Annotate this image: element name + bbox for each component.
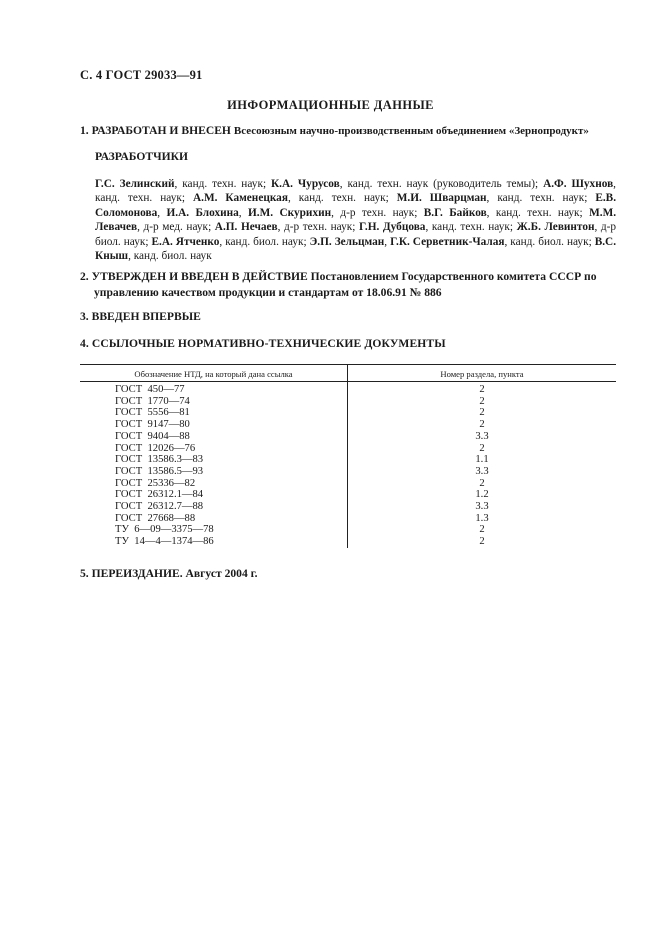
table-row bbox=[80, 431, 616, 443]
section-cell: 2 bbox=[479, 524, 485, 536]
developer-entry: А.Ф. Шухнов, канд. техн. наук bbox=[95, 178, 616, 205]
section-cell: 2 bbox=[479, 407, 485, 419]
developer-entry: М.М. Левачев, д-р мед. наук bbox=[95, 206, 617, 234]
section-cell: 2 bbox=[479, 477, 485, 489]
developer-name: А.Ф. Шухнов bbox=[543, 178, 614, 190]
item-introduced: 3. ВВЕДЕН ВПЕРВЫЕ bbox=[80, 310, 201, 323]
developer-degree: канд. биол. наук bbox=[133, 250, 212, 263]
developer-name: И.А. Блохина bbox=[166, 206, 239, 219]
developer-entry: И.М. Скурихин, д-р техн. наук bbox=[248, 206, 415, 219]
developer-degree: канд. биол. наук bbox=[225, 235, 304, 248]
document-cell: ТУ 14—4—1374—86 bbox=[80, 536, 348, 548]
developer-entry: Е.А. Ятченко, канд. биол. наук bbox=[151, 235, 304, 248]
document-cell: ГОСТ 12026—76 bbox=[80, 443, 348, 455]
section-cell: 2 bbox=[479, 395, 485, 407]
document-cell: ГОСТ 26312.1—84 bbox=[80, 489, 348, 501]
section-cell: 2 bbox=[479, 384, 485, 395]
developer-name: Г.С. Зелинский bbox=[95, 178, 175, 190]
item-approved: 2. УТВЕРЖДЕН И ВВЕДЕН В ДЕЙСТВИЕ Постановлением Государственного комитета СССР по управлению качеством продукции и стандартам от 18.06.91 № 886 bbox=[80, 270, 597, 299]
table-row bbox=[80, 443, 616, 455]
section-cell: 2 bbox=[479, 536, 485, 548]
developer-entry: В.С. Кныш, канд. биол. наук bbox=[95, 235, 617, 263]
developer-degree: канд. техн. наук bbox=[95, 192, 182, 205]
developer-name: М.И. Шварцман bbox=[396, 192, 487, 205]
developer-degree: д-р техн. наук bbox=[284, 221, 353, 234]
table-row bbox=[80, 407, 616, 419]
table-row bbox=[80, 419, 616, 431]
developer-entry: К.А. Чурусов, канд. техн. наук (руководитель темы) bbox=[270, 178, 536, 190]
item-text: Всесоюзным научно-производственным объединением «Зернопродукт» bbox=[233, 125, 589, 137]
developer-name: Е.А. Ятченко bbox=[151, 235, 220, 248]
table-row bbox=[80, 513, 616, 525]
developer-degree: канд. техн. наук bbox=[495, 206, 580, 219]
table-header-row bbox=[80, 365, 616, 382]
table-row bbox=[80, 478, 616, 490]
developer-name: В.С. Кныш bbox=[95, 235, 617, 263]
developer-entry: Г.Н. Дубцова, канд. техн. наук bbox=[358, 221, 510, 234]
developer-name: М.М. Левачев bbox=[95, 206, 617, 234]
reference-docs-table bbox=[80, 364, 616, 548]
developer-name: А.П. Нечаев bbox=[214, 221, 278, 234]
developer-degree: д-р техн. наук bbox=[340, 206, 415, 219]
document-cell: ГОСТ 26312.7—88 bbox=[80, 501, 348, 513]
table-row bbox=[80, 396, 616, 408]
page-header: С. 4 ГОСТ 29033—91 bbox=[80, 68, 203, 82]
developer-entry bbox=[310, 236, 385, 248]
document-cell: ГОСТ 450—77 bbox=[80, 382, 348, 396]
developers-heading: РАЗРАБОТЧИКИ bbox=[95, 150, 189, 163]
section-cell: 3.3 bbox=[475, 501, 489, 513]
document-cell: ГОСТ 25336—82 bbox=[80, 478, 348, 490]
document-cell: ГОСТ 9147—80 bbox=[80, 419, 348, 431]
document-cell: ГОСТ 5556—81 bbox=[80, 407, 348, 419]
developer-degree: канд. техн. наук (руководитель темы) bbox=[347, 178, 536, 190]
developer-name: К.А. Чурусов bbox=[270, 178, 340, 190]
developer-degree: д-р мед. наук bbox=[143, 221, 209, 234]
section-cell: 1.3 bbox=[475, 512, 489, 524]
developers-list: Г.С. Зелинский, канд. техн. наук; К.А. Чурусов, канд. техн. наук (руководитель темы); А.Ф. Шухнов, канд. техн. наук; А.М. Каменецкая, канд. техн. наук; М.И. Шварцман, канд. техн. наук; Е.В. Соломонова, И.А. Блохина, И.М. Скурихин, д-р техн. наук; В.Г. Байков, канд. техн. наук; М.М. Левачев, д-р мед. наук; А.П. Нечаев, д-р техн. наук; Г.Н. Дубцова, канд. техн. наук; Ж.Б. Левинтон, д-р биол. наук; Е.А. Ятченко, канд. биол. наук; Э.П. Зельцман, Г.К. Серветник-Чалая, канд. биол. наук; В.С. Кныш, канд. биол. наук bbox=[95, 178, 617, 263]
developer-degree: канд. техн. наук bbox=[497, 192, 585, 205]
developer-degree: канд. техн. наук bbox=[298, 192, 386, 205]
developer-degree: д-р биол. наук bbox=[95, 221, 617, 248]
section-cell: 1.1 bbox=[475, 454, 489, 466]
table-row bbox=[80, 466, 616, 478]
developer-degree: канд. техн. наук bbox=[431, 221, 510, 234]
developer-name: Г.К. Серветник-Чалая bbox=[390, 235, 505, 248]
developer-degree: канд. техн. наук bbox=[182, 178, 263, 190]
developer-entry: Г.С. Зелинский, канд. техн. наук bbox=[95, 178, 263, 190]
section-cell: 2 bbox=[479, 442, 485, 454]
table-row bbox=[80, 501, 616, 513]
table-row bbox=[80, 382, 616, 396]
item-reissue: 5. ПЕРЕИЗДАНИЕ. Август 2004 г. bbox=[80, 567, 258, 580]
col-header-document: Обозначение НТД, на который дана ссылка bbox=[80, 365, 348, 382]
section-cell: 2 bbox=[479, 419, 485, 431]
section-cell: 1.2 bbox=[475, 489, 489, 501]
developer-degree: канд. биол. наук bbox=[510, 235, 589, 248]
table-row bbox=[80, 536, 616, 548]
developer-name: А.М. Каменецкая bbox=[192, 192, 288, 205]
document-cell: ГОСТ 13586.5—93 bbox=[80, 466, 348, 478]
table-row bbox=[80, 489, 616, 501]
document-cell: ГОСТ 1770—74 bbox=[80, 396, 348, 408]
developer-entry: Г.К. Серветник-Чалая, канд. биол. наук bbox=[390, 235, 589, 248]
developer-entry: А.П. Нечаев, д-р техн. наук bbox=[214, 221, 353, 234]
developer-entry: М.И. Шварцман, канд. техн. наук bbox=[396, 192, 585, 205]
document-cell: ГОСТ 13586.3—83 bbox=[80, 454, 348, 466]
col-header-section: Номер раздела, пункта bbox=[348, 365, 617, 382]
document-cell: ТУ 6—09—3375—78 bbox=[80, 524, 348, 536]
item-heading: РАЗРАБОТАН И ВНЕСЕН bbox=[91, 124, 231, 137]
item-developed-by bbox=[80, 123, 616, 140]
section-cell: 3.3 bbox=[475, 465, 489, 477]
document-cell: ГОСТ 9404—88 bbox=[80, 431, 348, 443]
developer-name: Э.П. Зельцман bbox=[309, 235, 385, 248]
developer-name: Е.В. Соломонова bbox=[95, 192, 617, 219]
table-row bbox=[80, 454, 616, 466]
page-title: ИНФОРМАЦИОННЫЕ ДАННЫЕ bbox=[227, 98, 434, 112]
section-cell: 3.3 bbox=[475, 430, 489, 442]
developer-name: Г.Н. Дубцова bbox=[358, 221, 426, 234]
developer-name: Ж.Б. Левинтон bbox=[516, 221, 595, 234]
item-reference-docs: 4. ССЫЛОЧНЫЕ НОРМАТИВНО-ТЕХНИЧЕСКИЕ ДОКУМЕНТЫ bbox=[80, 337, 446, 350]
developer-name: И.М. Скурихин bbox=[248, 206, 332, 219]
developer-entry: Ж.Б. Левинтон, д-р биол. наук bbox=[95, 221, 617, 248]
item-number: 1. bbox=[80, 124, 89, 137]
developer-entry: А.М. Каменецкая, канд. техн. наук bbox=[192, 192, 386, 205]
developer-entry: В.Г. Байков, канд. техн. наук bbox=[423, 206, 580, 219]
document-cell: ГОСТ 27668—88 bbox=[80, 513, 348, 525]
developer-name: В.Г. Байков bbox=[423, 206, 487, 219]
developer-entry bbox=[166, 207, 238, 219]
table-row bbox=[80, 524, 616, 536]
